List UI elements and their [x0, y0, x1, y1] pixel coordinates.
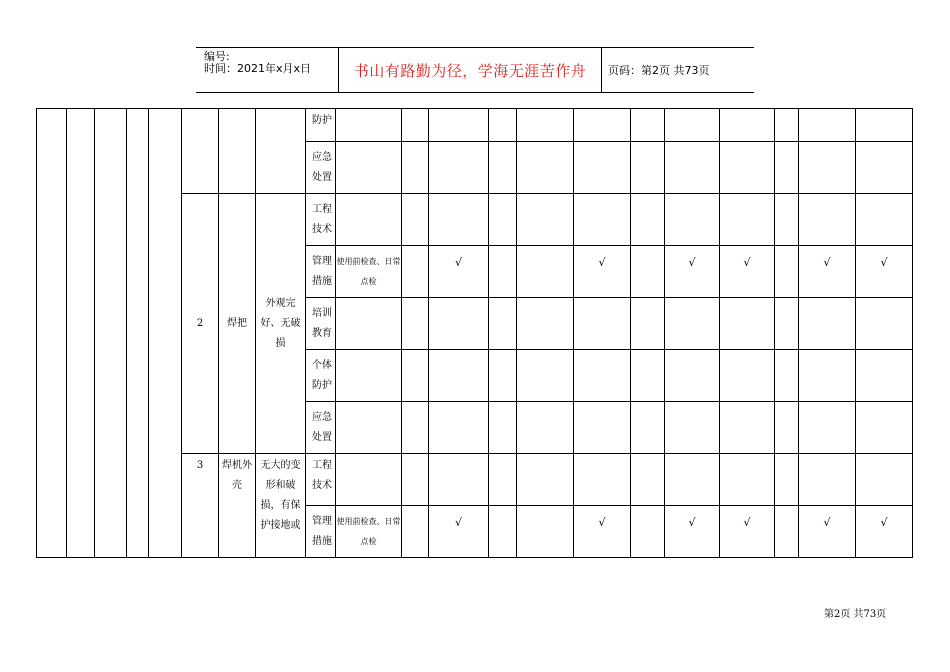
table-cell [429, 142, 489, 194]
table-cell [489, 506, 517, 558]
table-cell [127, 109, 149, 558]
table-cell [517, 350, 574, 402]
table-cell [336, 454, 402, 506]
table-cell [665, 298, 720, 350]
table-cell [631, 142, 665, 194]
category-label: 工程技术 [306, 454, 336, 506]
table-cell [402, 246, 429, 298]
page-header [196, 47, 754, 93]
table-cell [631, 109, 665, 142]
table-cell [775, 109, 799, 142]
table-cell [149, 109, 182, 558]
risk-control-table [36, 108, 913, 558]
table-cell [574, 350, 631, 402]
measure-text: 使用前检查、日常点检 [336, 506, 402, 558]
table-cell [799, 454, 856, 506]
table-cell [856, 109, 913, 142]
table-cell [631, 454, 665, 506]
table-cell [402, 194, 429, 246]
table-cell [720, 142, 775, 194]
table-cell [665, 350, 720, 402]
check-mark: √ [856, 246, 913, 298]
table-cell [856, 402, 913, 454]
table-cell [336, 350, 402, 402]
table-cell [489, 142, 517, 194]
table-cell [489, 350, 517, 402]
table-cell [517, 194, 574, 246]
table-cell [775, 402, 799, 454]
check-mark: √ [799, 246, 856, 298]
table-cell [631, 246, 665, 298]
table-cell [336, 142, 402, 194]
table-cell [37, 109, 67, 558]
check-mark: √ [720, 506, 775, 558]
table-cell [429, 109, 489, 142]
table-cell [799, 298, 856, 350]
time-label: 时间：2021年x月x日 [204, 62, 312, 75]
table-cell [720, 454, 775, 506]
table-cell [631, 350, 665, 402]
table-cell [665, 109, 720, 142]
table-cell [775, 454, 799, 506]
table-cell [67, 109, 95, 558]
number-label: 编号: [204, 50, 230, 63]
table-cell [720, 350, 775, 402]
check-mark: √ [429, 246, 489, 298]
table-cell [665, 194, 720, 246]
category-label: 个体防护 [306, 350, 336, 402]
table-cell [720, 109, 775, 142]
table-cell [402, 454, 429, 506]
table-cell [856, 350, 913, 402]
table-cell [631, 298, 665, 350]
header-meta [196, 48, 338, 92]
table-cell [631, 402, 665, 454]
table-cell [856, 454, 913, 506]
table-cell [574, 402, 631, 454]
table-cell [402, 298, 429, 350]
table-cell [517, 109, 574, 142]
table-cell [402, 506, 429, 558]
check-mark: √ [429, 506, 489, 558]
table-cell [574, 109, 631, 142]
table-cell [429, 350, 489, 402]
table-cell [402, 142, 429, 194]
table-cell [631, 194, 665, 246]
table-cell [219, 109, 256, 194]
category-label: 应急处置 [306, 142, 336, 194]
table-cell [517, 402, 574, 454]
category-label: 管理措施 [306, 506, 336, 558]
item-number: 2 [182, 194, 219, 454]
check-mark: √ [665, 506, 720, 558]
table-cell [856, 142, 913, 194]
table-cell [429, 194, 489, 246]
table-cell [336, 298, 402, 350]
item-name: 焊把 [219, 194, 256, 454]
table-cell [665, 454, 720, 506]
table-cell [489, 298, 517, 350]
table-cell [574, 194, 631, 246]
table-cell [95, 109, 127, 558]
table-cell [574, 454, 631, 506]
table-cell [429, 402, 489, 454]
table-cell [182, 109, 219, 194]
category-label: 应急处置 [306, 402, 336, 454]
table-cell [574, 298, 631, 350]
table-cell [665, 142, 720, 194]
table-cell [517, 142, 574, 194]
table-cell [775, 350, 799, 402]
table-cell [489, 246, 517, 298]
table-cell [665, 402, 720, 454]
check-mark: √ [856, 506, 913, 558]
table-cell [336, 194, 402, 246]
table-cell [489, 402, 517, 454]
item-standard: 无大的变形和破损，有保护接地或 [256, 454, 306, 558]
table-cell [336, 402, 402, 454]
check-mark: √ [574, 506, 631, 558]
table-cell [517, 298, 574, 350]
table-cell [799, 109, 856, 142]
table-cell [720, 298, 775, 350]
item-number: 3 [182, 454, 219, 558]
table-cell [402, 350, 429, 402]
table-cell [489, 454, 517, 506]
category-label: 工程技术 [306, 194, 336, 246]
table-cell [489, 194, 517, 246]
item-name: 焊机外壳 [219, 454, 256, 558]
table-cell [775, 298, 799, 350]
header-divider [601, 48, 602, 92]
item-standard: 外观完好、无破损 [256, 194, 306, 454]
table-cell [720, 402, 775, 454]
table-cell [256, 109, 306, 194]
table-cell [775, 506, 799, 558]
table-cell [775, 194, 799, 246]
table-cell [856, 298, 913, 350]
table-cell [631, 506, 665, 558]
table-cell [429, 454, 489, 506]
table-cell [517, 506, 574, 558]
page-footer: 第2页 共73页 [824, 609, 887, 620]
table-cell [720, 194, 775, 246]
table-cell [402, 109, 429, 142]
table-cell [799, 194, 856, 246]
table-cell [856, 194, 913, 246]
check-mark: √ [799, 506, 856, 558]
header-page-label: 页码：第2页 共73页 [608, 64, 710, 77]
table-cell [429, 298, 489, 350]
table-cell [517, 246, 574, 298]
category-label: 管理措施 [306, 246, 336, 298]
check-mark: √ [574, 246, 631, 298]
category-label: 防护 [306, 109, 336, 142]
table-cell [799, 142, 856, 194]
check-mark: √ [720, 246, 775, 298]
table-cell [517, 454, 574, 506]
table-cell [402, 402, 429, 454]
measure-text: 使用前检查、日常点检 [336, 246, 402, 298]
check-mark: √ [665, 246, 720, 298]
table-row [37, 109, 913, 142]
table-cell [489, 109, 517, 142]
table-cell [799, 402, 856, 454]
table-cell [775, 142, 799, 194]
table-cell [574, 142, 631, 194]
header-motto: 书山有路勤为径，学海无涯苦作舟 [353, 61, 587, 80]
category-label: 培训教育 [306, 298, 336, 350]
table-cell [799, 350, 856, 402]
table-cell [775, 246, 799, 298]
table-cell [336, 109, 402, 142]
